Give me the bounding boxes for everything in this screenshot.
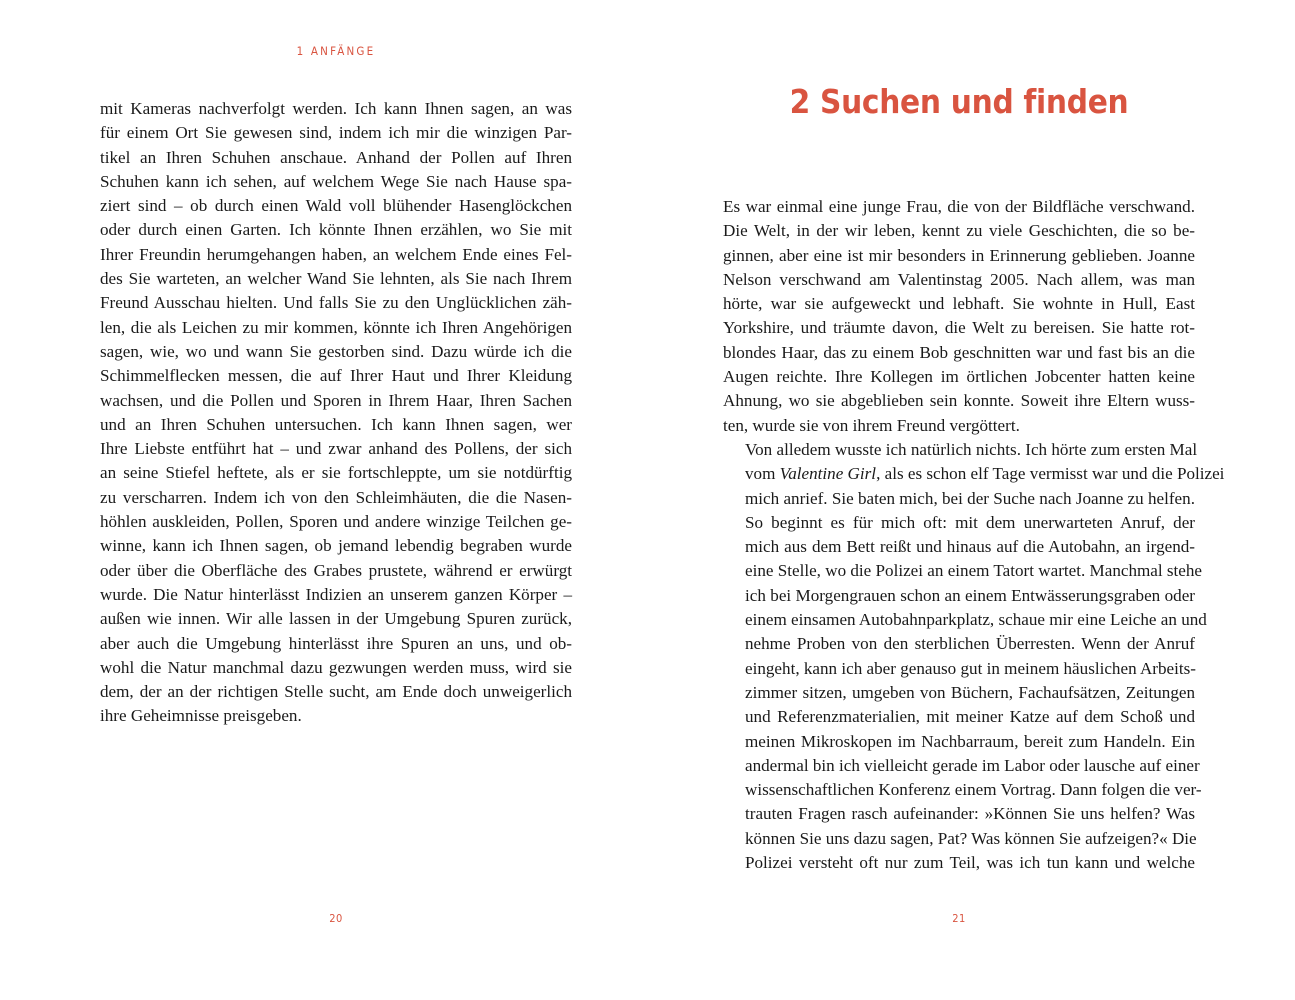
text-line: mich anrief. Sie baten mich, bei der Suche nach Joanne zu helfen. (745, 488, 1195, 508)
text-line: meinen Mikroskopen im Nachbarraum, bereit zum Handeln. Ein (745, 731, 1195, 751)
text-line (723, 462, 1225, 486)
text-line: dem, der an der richtigen Stelle sucht, am Ende doch unweigerlich (100, 682, 572, 702)
text-line: tikel an Ihren Schuhen anschaue. Anhand der Pollen auf Ihren (100, 147, 572, 167)
text-line: Die Welt, in der wir leben, kennt zu viele Geschichten, die so be- (723, 221, 1195, 241)
text-line: einem einsamen Autobahnparkplatz, schaue mir eine Leiche an und (745, 610, 1207, 630)
text-line: wurde. Die Natur hinterlässt Indizien an unserem ganzen Körper – (100, 584, 572, 604)
text-line: Yorkshire, und träumte davon, die Welt zu bereisen. Sie hatte rot- (723, 318, 1195, 338)
emphasized-title: Valentine Girl (779, 464, 877, 484)
text-line: Von alledem wusste ich natürlich nichts. Ich hörte zum ersten Mal (745, 439, 1198, 459)
text-line: andermal bin ich vielleicht gerade im Labor oder lausche auf einer (745, 755, 1200, 775)
text-line: ginnen, aber eine ist mir besonders in Erinnerung geblieben. Joanne (723, 245, 1195, 265)
page-number: 20 (329, 912, 343, 925)
right-page-body-text (723, 195, 1225, 875)
text-line: len, die als Leichen zu mir kommen, könnte ich Ihren Angehörigen (100, 317, 572, 337)
text-line: aber auch die Umgebung hinterlässt ihre Spuren an uns, und ob- (100, 633, 572, 653)
text-line: des Sie warteten, an welcher Wand Sie lehnten, als Sie nach Ihrem (100, 269, 572, 289)
text-line: zimmer sitzen, umgeben von Büchern, Fachaufsätzen, Zeitungen (745, 682, 1195, 702)
text-line: ich bei Morgengrauen schon an einem Entwässerungsgraben oder (745, 585, 1195, 605)
text-fragment: , als es schon elf Tage vermisst war und die Polizei (876, 464, 1225, 484)
paragraph-1 (723, 195, 1195, 438)
text-line: sagen, wie, wo und wann Sie gestorben sind. Dazu würde ich die (100, 341, 572, 361)
text-line: eine Stelle, wo die Polizei an einem Tatort wartet. Manchmal stehe (745, 561, 1203, 581)
left-paragraph (100, 97, 572, 729)
chapter-title: 2 Suchen und finden (789, 82, 1129, 121)
text-line: und an Ihren Schuhen untersuchen. Ich kann Ihnen sagen, wer (100, 414, 572, 434)
text-line: eingeht, kann ich aber genauso gut in meinem häuslichen Arbeits- (745, 658, 1196, 678)
text-line: mich aus dem Bett reißt und hinaus auf die Autobahn, an irgend- (745, 537, 1195, 557)
text-fragment: vom (745, 464, 780, 484)
paragraph-3 (723, 511, 1207, 875)
text-line: wohl die Natur manchmal dazu gezwungen werden muss, wird sie (100, 657, 572, 677)
text-line: für einem Ort Sie gewesen sind, indem ich mir die winzigen Par- (100, 123, 572, 143)
text-line: Freund Ausschau hielten. Und falls Sie zu den Unglücklichen zäh- (100, 293, 572, 313)
text-line: oder durch einen Garten. Ich könnte Ihnen erzählen, wo Sie mit (100, 220, 572, 240)
text-line: Ahnung, wo sie abgeblieben sein konnte. Soweit ihre Eltern wuss- (723, 391, 1195, 411)
text-line: Ihre Liebste entführt hat – und zwar anhand des Pollens, der sich (100, 439, 572, 459)
text-line: zu verscharren. Indem ich von den Schleimhäuten, die die Nasen- (100, 487, 572, 507)
text-line: Es war einmal eine junge Frau, die von der Bildfläche verschwand. (723, 197, 1195, 216)
text-line: ihre Geheimnisse preisgeben. (100, 706, 302, 726)
text-line: hörte, war sie aufgeweckt und lebhaft. Sie wohnte in Hull, East (723, 294, 1195, 314)
text-line: ten, wurde sie von ihrem Freund vergöttert. (723, 415, 1020, 435)
text-line: wissenschaftlichen Konferenz einem Vortrag. Dann folgen die ver- (745, 780, 1202, 800)
text-line: Polizei versteht oft nur zum Teil, was ich tun kann und welche (745, 853, 1195, 873)
text-line: Schuhen kann ich sehen, auf welchem Wege Sie nach Hause spa- (100, 171, 572, 191)
left-page-body-text (100, 97, 572, 729)
right-page (648, 0, 1295, 1000)
text-line: So beginnt es für mich oft: mit dem unerwarteten Anruf, der (745, 512, 1195, 532)
text-line: Ihrer Freundin herumgehangen haben, an welchem Ende eines Fel- (100, 244, 572, 264)
running-head: 1 ANFÄNGE (296, 44, 376, 58)
text-line: ziert sind – ob durch einen Wald voll blühender Hasenglöckchen (100, 196, 572, 216)
text-line: und Referenzmaterialien, mit meiner Katze auf dem Schoß und (745, 707, 1195, 727)
text-line: nehme Proben von den sterblichen Überresten. Wenn der Anruf (745, 634, 1195, 654)
text-line: Augen reichte. Ihre Kollegen im örtlichen Jobcenter hatten keine (723, 367, 1195, 387)
text-line: außen wie innen. Wir alle lassen in der Umgebung Spuren zurück, (100, 609, 572, 629)
left-page (0, 0, 647, 1000)
text-line: können Sie uns dazu sagen, Pat? Was können Sie aufzeigen?« Die (745, 828, 1197, 848)
text-line: trauten Fragen rasch aufeinander: »Können Sie uns helfen? Was (745, 804, 1195, 824)
page-number: 21 (952, 912, 966, 925)
paragraph-2 (723, 438, 1225, 511)
text-line: höhlen auskleiden, Pollen, Sporen und andere winzige Teilchen ge- (100, 512, 572, 532)
text-line: winne, kann ich Ihnen sagen, ob jemand lebendig begraben wurde (100, 536, 572, 556)
text-line: mit Kameras nachverfolgt werden. Ich kann Ihnen sagen, an was (100, 99, 572, 118)
text-line: Nelson verschwand am Valentinstag 2005. Nach allem, was man (723, 269, 1195, 289)
text-line: blondes Haar, das zu einem Bob geschnitten war und fast bis an die (723, 342, 1195, 362)
text-line: Schimmelflecken messen, die auf Ihrer Haut und Ihrer Kleidung (100, 366, 572, 386)
text-line: wachsen, und die Pollen und Sporen in Ihrem Haar, Ihren Sachen (100, 390, 572, 410)
text-line: an seine Stiefel heftete, als er sie fortschleppte, um sie notdürftig (100, 463, 572, 483)
text-line: oder über die Oberfläche des Grabes prustete, während er erwürgt (100, 560, 572, 580)
